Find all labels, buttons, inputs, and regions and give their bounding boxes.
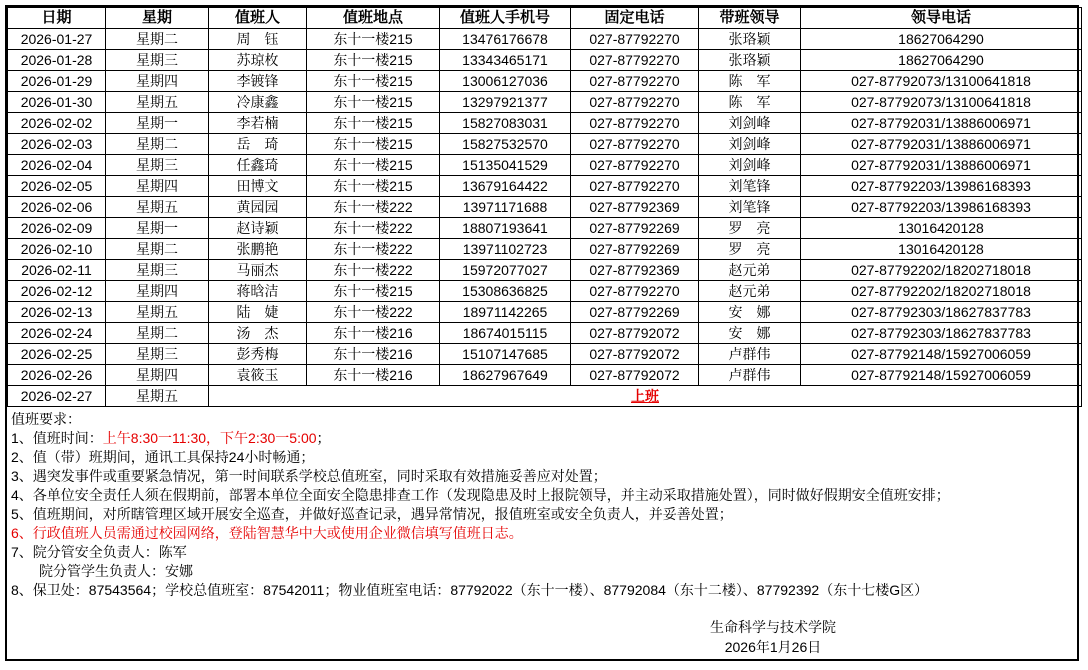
table-cell: 安 娜 [699,323,801,344]
onduty-cell: 上班 [209,386,1082,407]
table-cell: 027-87792369 [571,260,699,281]
table-cell: 2026-02-09 [8,218,106,239]
table-cell: 15308636825 [440,281,571,302]
column-header: 值班地点 [307,8,440,29]
table-cell: 卢群伟 [699,365,801,386]
table-cell: 2026-02-12 [8,281,106,302]
table-cell: 027-87792073/13100641818 [801,71,1082,92]
note-line [11,467,1073,486]
table-cell: 星期四 [106,71,209,92]
table-cell: 2026-02-25 [8,344,106,365]
table-row [8,302,1082,323]
table-cell: 刘剑峰 [699,155,801,176]
table-cell: 13297921377 [440,92,571,113]
table-cell: 13679164422 [440,176,571,197]
note-line [11,543,1073,562]
note-text-red: 6、行政值班人员需通过校园网络，登陆智慧华中大或使用企业微信填写值班日志。 [11,525,523,541]
table-cell: 东十一楼222 [307,260,440,281]
table-cell: 027-87792269 [571,302,699,323]
column-header: 固定电话 [571,8,699,29]
table-cell: 13006127036 [440,71,571,92]
note-text: 4、各单位安全责任人须在假期前，部署本单位全面安全隐患排查工作（发现隐患及时上报院领导，并主动采取措施处置），同时做好假期安全值班安排； [11,487,950,503]
table-cell: 张鹏艳 [209,239,307,260]
table-cell: 027-87792369 [571,197,699,218]
table-cell: 星期四 [106,281,209,302]
table-cell: 星期三 [106,50,209,71]
column-header: 星期 [106,8,209,29]
table-cell: 岳 琦 [209,134,307,155]
table-cell: 18627064290 [801,50,1082,71]
column-header: 日期 [8,8,106,29]
table-cell: 027-87792072 [571,365,699,386]
table-cell: 冷康鑫 [209,92,307,113]
table-cell: 东十一楼215 [307,29,440,50]
table-cell: 13016420128 [801,239,1082,260]
note-line [11,429,1073,448]
table-cell: 15107147685 [440,344,571,365]
table-cell: 027-87792270 [571,155,699,176]
table-cell: 东十一楼215 [307,92,440,113]
table-cell: 2026-02-11 [8,260,106,281]
table-cell: 彭秀梅 [209,344,307,365]
table-cell: 刘剑峰 [699,113,801,134]
column-header: 领导电话 [801,8,1082,29]
note-line [11,524,1073,543]
table-cell: 星期四 [106,176,209,197]
table-cell: 东十一楼215 [307,50,440,71]
table-row [8,155,1082,176]
note-text: 院分管学生负责人：安娜 [39,563,193,579]
table-cell: 田博文 [209,176,307,197]
table-row [8,260,1082,281]
table-cell: 汤 杰 [209,323,307,344]
signature-org: 生命科学与技术学院 [710,619,836,635]
table-cell: 东十一楼215 [307,71,440,92]
signature-block [573,617,973,657]
table-cell: 2026-01-28 [8,50,106,71]
duty-roster-sheet [5,5,1079,661]
table-cell: 卢群伟 [699,344,801,365]
table-cell: 东十一楼215 [307,134,440,155]
table-cell: 陈 军 [699,92,801,113]
table-cell: 027-87792303/18627837783 [801,323,1082,344]
table-cell: 东十一楼216 [307,365,440,386]
table-cell: 027-87792269 [571,218,699,239]
table-cell: 赵元弟 [699,260,801,281]
table-cell: 15972077027 [440,260,571,281]
table-cell: 18807193641 [440,218,571,239]
table-cell: 星期一 [106,113,209,134]
table-cell: 027-87792270 [571,134,699,155]
column-header: 值班人手机号 [440,8,571,29]
table-cell: 星期三 [106,344,209,365]
table-cell: 027-87792203/13986168393 [801,197,1082,218]
table-cell: 027-87792031/13886006971 [801,134,1082,155]
note-text: ； [316,430,331,446]
table-cell: 张珞颖 [699,50,801,71]
table-cell: 027-87792270 [571,113,699,134]
table-cell: 星期二 [106,134,209,155]
table-cell: 027-87792072 [571,323,699,344]
table-cell: 赵诗颖 [209,218,307,239]
table-cell: 027-87792148/15927006059 [801,344,1082,365]
table-cell: 027-87792148/15927006059 [801,365,1082,386]
table-cell: 027-87792270 [571,92,699,113]
table-cell: 027-87792269 [571,239,699,260]
table-cell: 东十一楼222 [307,302,440,323]
table-cell: 张珞颖 [699,29,801,50]
table-row [8,197,1082,218]
table-cell: 2026-02-04 [8,155,106,176]
table-cell: 027-87792202/18202718018 [801,281,1082,302]
table-cell: 周 钰 [209,29,307,50]
table-cell: 东十一楼222 [307,197,440,218]
note-line [11,448,1073,467]
note-text: 7、院分管安全负责人：陈军 [11,544,187,560]
table-row [8,323,1082,344]
table-cell: 18627967649 [440,365,571,386]
table-row [8,71,1082,92]
duty-roster-table [7,7,1082,407]
note-text: 3、遇突发事件或重要紧急情况，第一时间联系学校总值班室，同时采取有效措施妥善应对处置； [11,468,607,484]
table-cell: 刘笔锋 [699,176,801,197]
table-cell: 2026-02-26 [8,365,106,386]
table-cell: 13476176678 [440,29,571,50]
table-cell: 任鑫琦 [209,155,307,176]
note-line [11,505,1073,524]
table-cell: 星期二 [106,29,209,50]
table-cell: 黄园园 [209,197,307,218]
table-cell: 2026-02-10 [8,239,106,260]
table-row [8,344,1082,365]
note-text: 1、值班时间： [11,430,103,446]
table-cell: 2026-01-30 [8,92,106,113]
table-cell: 2026-01-29 [8,71,106,92]
table-cell: 027-87792270 [571,71,699,92]
table-row [8,113,1082,134]
table-cell: 2026-02-06 [8,197,106,218]
column-header: 带班领导 [699,8,801,29]
table-cell: 东十一楼215 [307,176,440,197]
note-line [11,581,1073,600]
header-row [8,8,1082,29]
table-cell: 027-87792031/13886006971 [801,113,1082,134]
table-cell: 李镀锋 [209,71,307,92]
table-cell: 星期二 [106,323,209,344]
table-cell: 东十一楼215 [307,155,440,176]
table-cell: 星期三 [106,260,209,281]
table-cell: 东十一楼216 [307,323,440,344]
signature-date: 2026年1月26日 [724,639,822,655]
note-text: 5、值班期间，对所瞎管理区域开展安全巡查，并做好巡查记录，遇异常情况，报值班室或安全负责人，并妥善处置； [11,506,733,522]
table-cell: 15135041529 [440,155,571,176]
note-text: 8、保卫处：87543564；学校总值班室：87542011；物业值班室电话：87792022（东十一楼）、87792084（东十二楼）、87792392（东十七楼G区） [11,582,929,598]
table-cell: 027-87792303/18627837783 [801,302,1082,323]
table-cell: 李若楠 [209,113,307,134]
table-cell: 13971102723 [440,239,571,260]
table-cell: 027-87792073/13100641818 [801,92,1082,113]
table-row [8,134,1082,155]
table-cell: 18627064290 [801,29,1082,50]
table-cell: 027-87792270 [571,29,699,50]
table-cell: 星期一 [106,218,209,239]
table-row [8,365,1082,386]
table-cell: 赵元弟 [699,281,801,302]
column-header: 值班人 [209,8,307,29]
table-row [8,29,1082,50]
note-line [11,562,1073,581]
note-line [11,486,1073,505]
table-cell: 东十一楼222 [307,239,440,260]
table-cell: 13016420128 [801,218,1082,239]
table-cell: 027-87792031/13886006971 [801,155,1082,176]
table-cell: 027-87792202/18202718018 [801,260,1082,281]
table-cell: 2026-02-05 [8,176,106,197]
note-text: 2、值（带）班期间，通讯工具保持24小时畅通； [11,449,315,465]
table-cell: 陈 军 [699,71,801,92]
table-cell: 027-87792270 [571,176,699,197]
table-row [8,50,1082,71]
table-cell: 东十一楼215 [307,281,440,302]
table-cell: 15827532570 [440,134,571,155]
table-row [8,218,1082,239]
table-cell: 18971142265 [440,302,571,323]
table-cell: 星期五 [106,302,209,323]
table-cell: 罗 亮 [699,218,801,239]
table-cell: 刘剑峰 [699,134,801,155]
table-cell: 027-87792203/13986168393 [801,176,1082,197]
table-row [8,92,1082,113]
note-text-red: 上午8:30一11:30，下午2:30一5:00 [102,430,317,446]
table-cell: 星期四 [106,365,209,386]
table-cell: 东十一楼215 [307,113,440,134]
table-cell: 2026-02-13 [8,302,106,323]
table-cell: 18674015115 [440,323,571,344]
duty-notes [7,407,1077,600]
table-cell: 陆 婕 [209,302,307,323]
table-cell: 袁筱玉 [209,365,307,386]
table-cell: 2026-02-27 [8,386,106,407]
table-cell: 027-87792270 [571,50,699,71]
table-cell: 安 娜 [699,302,801,323]
table-row-last [8,386,1082,407]
table-cell: 星期五 [106,197,209,218]
table-cell: 13971171688 [440,197,571,218]
table-cell: 东十一楼222 [307,218,440,239]
table-cell: 2026-02-02 [8,113,106,134]
table-row [8,176,1082,197]
table-cell: 星期五 [106,92,209,113]
table-cell: 2026-01-27 [8,29,106,50]
table-cell: 027-87792270 [571,281,699,302]
table-cell: 15827083031 [440,113,571,134]
table-cell: 马丽杰 [209,260,307,281]
table-cell: 蒋晗洁 [209,281,307,302]
table-cell: 2026-02-24 [8,323,106,344]
table-cell: 东十一楼216 [307,344,440,365]
table-row [8,281,1082,302]
note-line [11,410,1073,429]
table-cell: 刘笔锋 [699,197,801,218]
table-cell: 星期二 [106,239,209,260]
table-cell: 027-87792072 [571,344,699,365]
note-text: 值班要求： [11,411,81,427]
table-cell: 13343465171 [440,50,571,71]
table-cell: 星期五 [106,386,209,407]
table-row [8,239,1082,260]
table-cell: 2026-02-03 [8,134,106,155]
table-cell: 星期三 [106,155,209,176]
table-cell: 罗 亮 [699,239,801,260]
table-cell: 苏琼枚 [209,50,307,71]
